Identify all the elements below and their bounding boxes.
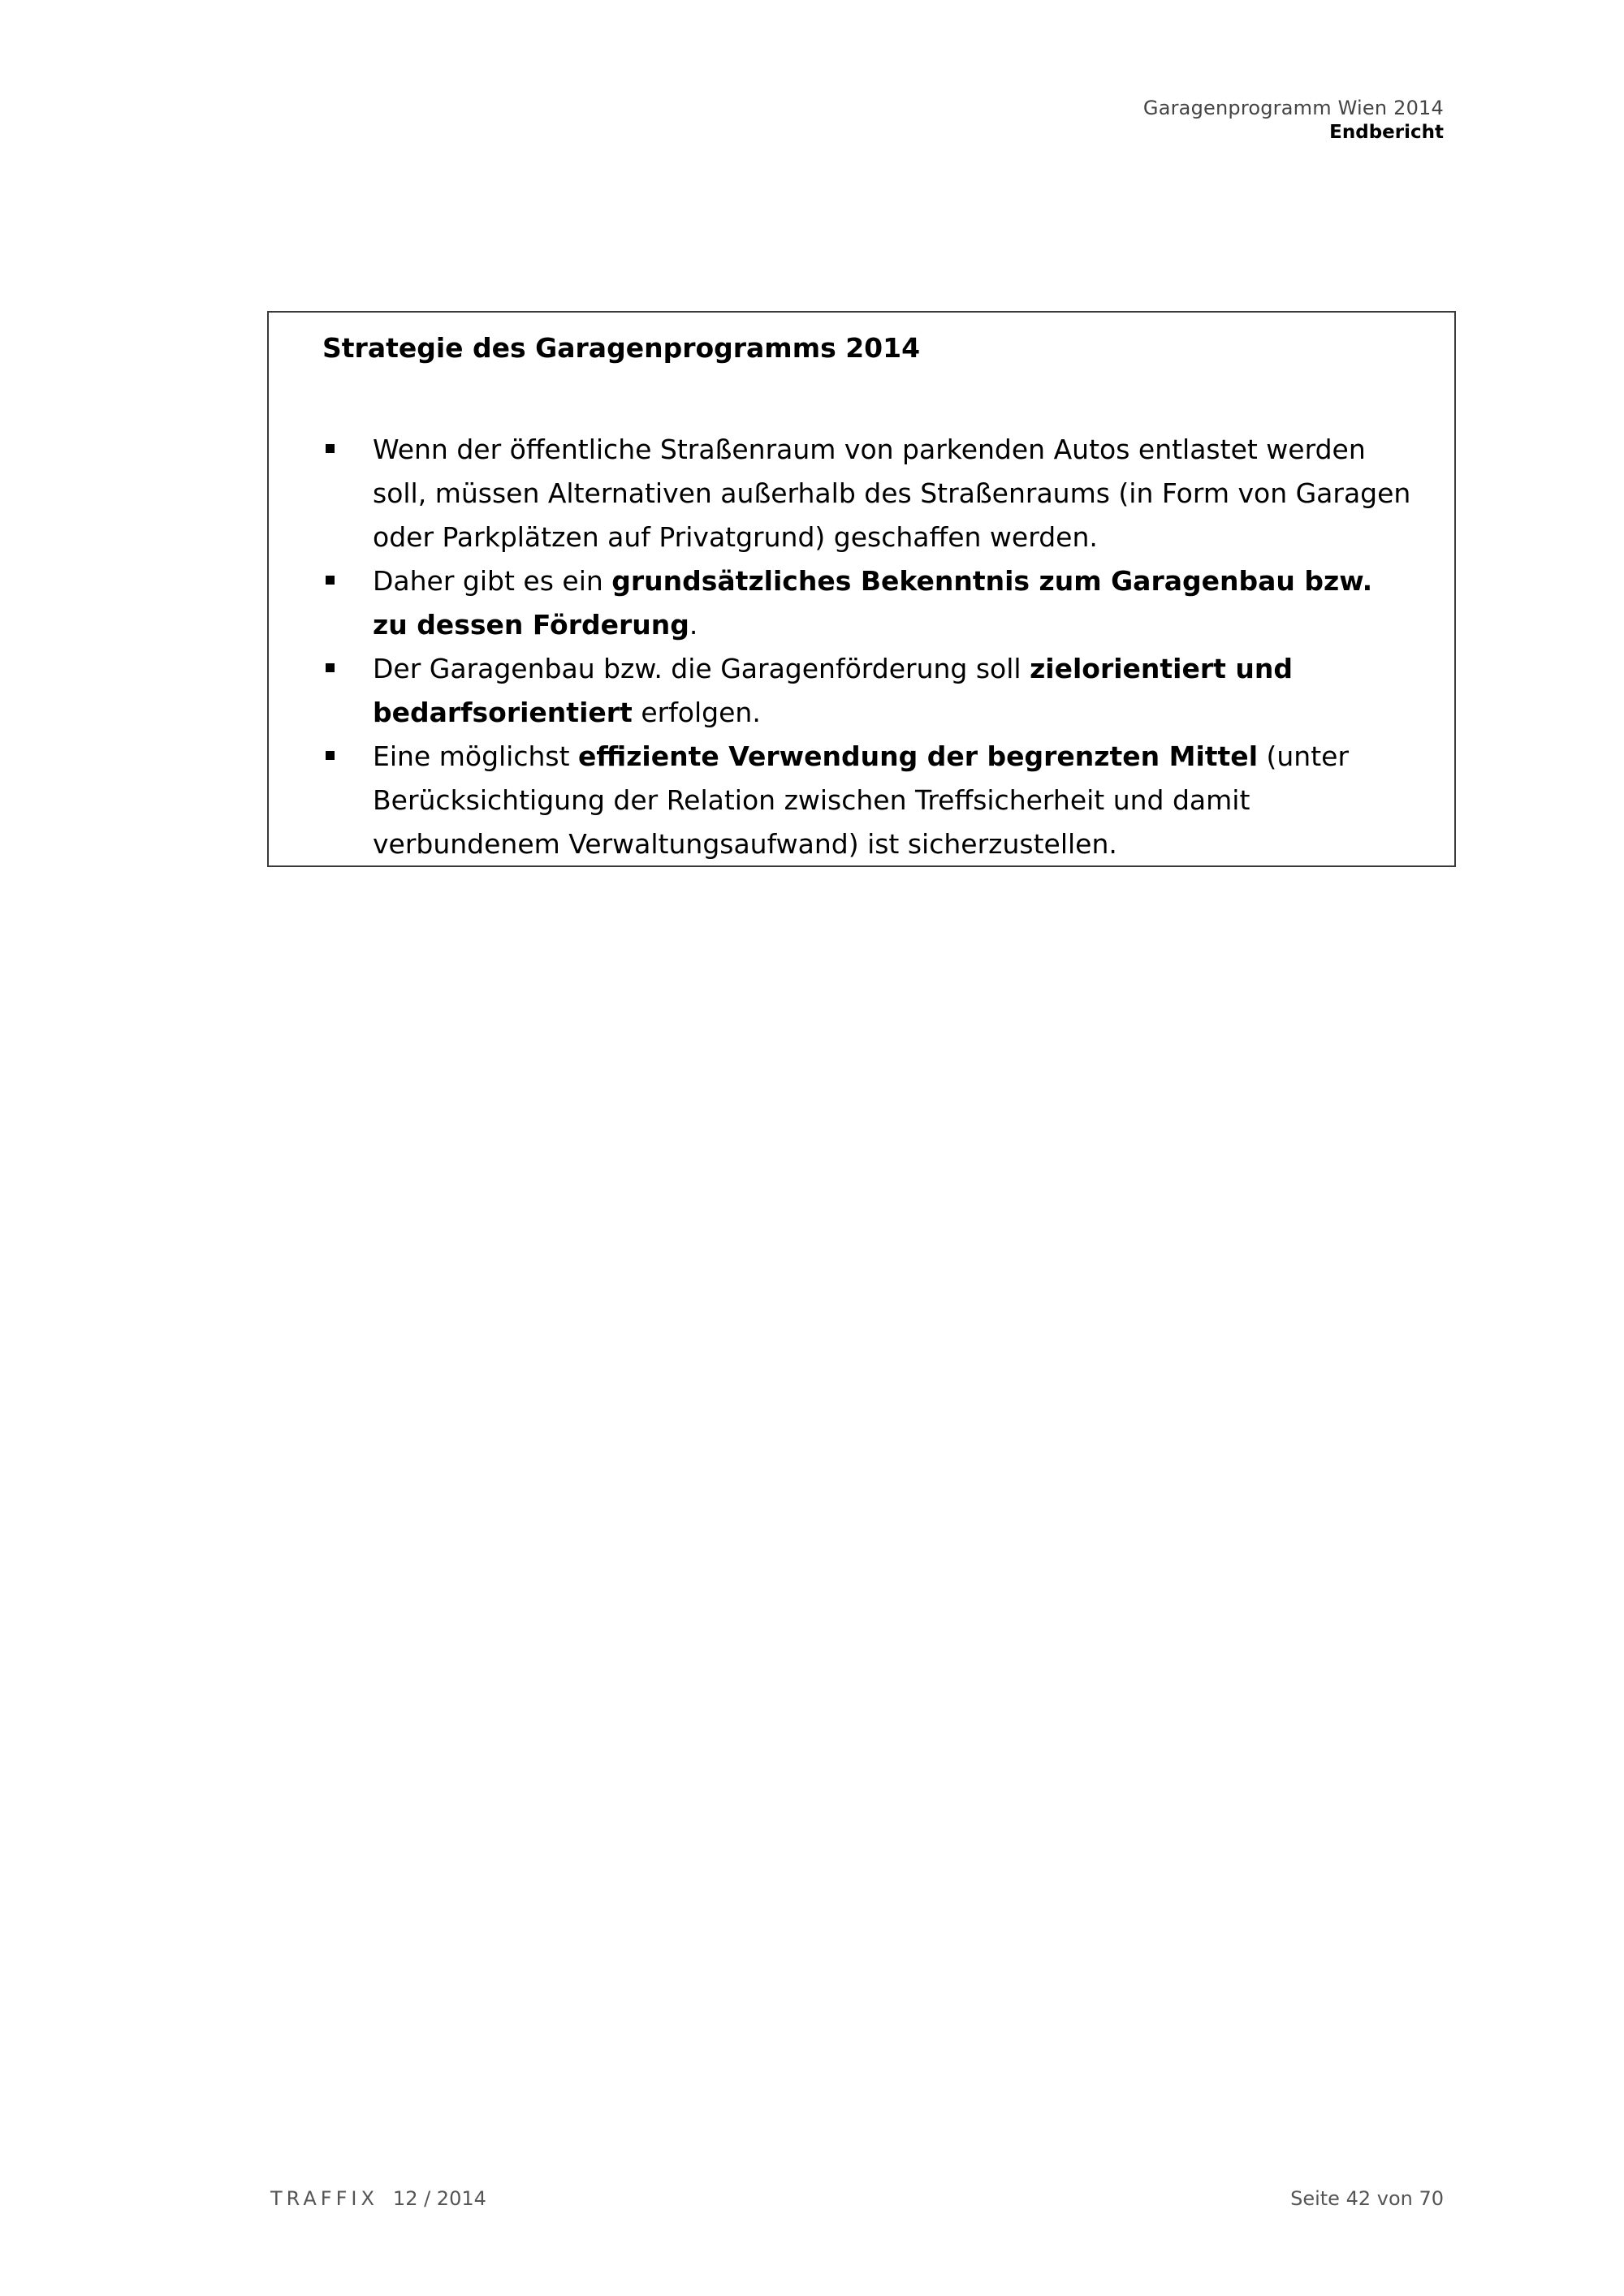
bullet-icon xyxy=(326,663,335,672)
header-title: Garagenprogramm Wien 2014 xyxy=(1142,97,1444,119)
list-item xyxy=(322,735,1415,866)
item-text: (unter Berücksichtigung der Relation zwischen Treffsicherheit und damit verbundenem Verwaltungsaufwand) ist sicherzustellen. xyxy=(373,740,1350,860)
page-header xyxy=(1143,96,1444,145)
footer-brand: TRAFFIX xyxy=(270,2187,378,2210)
list-item xyxy=(322,428,1415,559)
item-text: erfolgen. xyxy=(632,697,761,728)
item-text: Eine möglichst xyxy=(373,740,579,772)
emphasis-text: zielorientiert und bedarfsorientiert xyxy=(373,653,1294,728)
footer-left xyxy=(270,2187,486,2210)
item-text: Der Garagenbau bzw. die Garagenförderung soll xyxy=(373,653,1030,684)
item-text: Wenn der öffentliche Straßenraum von parkenden Autos entlastet werden soll, müssen Alternativen außerhalb des Straßenraums (in Form von Garagen oder Parkplätzen auf Privatgrund) geschaffen werden. xyxy=(373,434,1411,553)
bullet-icon xyxy=(326,576,335,585)
emphasis-text: grundsätzliches Bekenntnis zum Garagenbau bzw. zu dessen Förderung xyxy=(373,565,1373,641)
header-subtitle: Endbericht xyxy=(1329,122,1444,143)
item-text: . xyxy=(689,609,698,641)
emphasis-text: effiziente Verwendung der begrenzten Mittel xyxy=(578,740,1259,772)
strategy-box xyxy=(267,311,1456,867)
footer-date: 12 / 2014 xyxy=(392,2187,486,2210)
item-text: Daher gibt es ein xyxy=(373,565,612,597)
bullet-icon xyxy=(326,444,335,453)
box-title: Strategie des Garagenprogramms 2014 xyxy=(322,332,921,364)
bullet-icon xyxy=(326,751,335,760)
list-item xyxy=(322,647,1415,735)
strategy-list xyxy=(322,428,1415,866)
list-item xyxy=(322,559,1415,647)
footer-page-number: Seite 42 von 70 xyxy=(1290,2187,1444,2210)
